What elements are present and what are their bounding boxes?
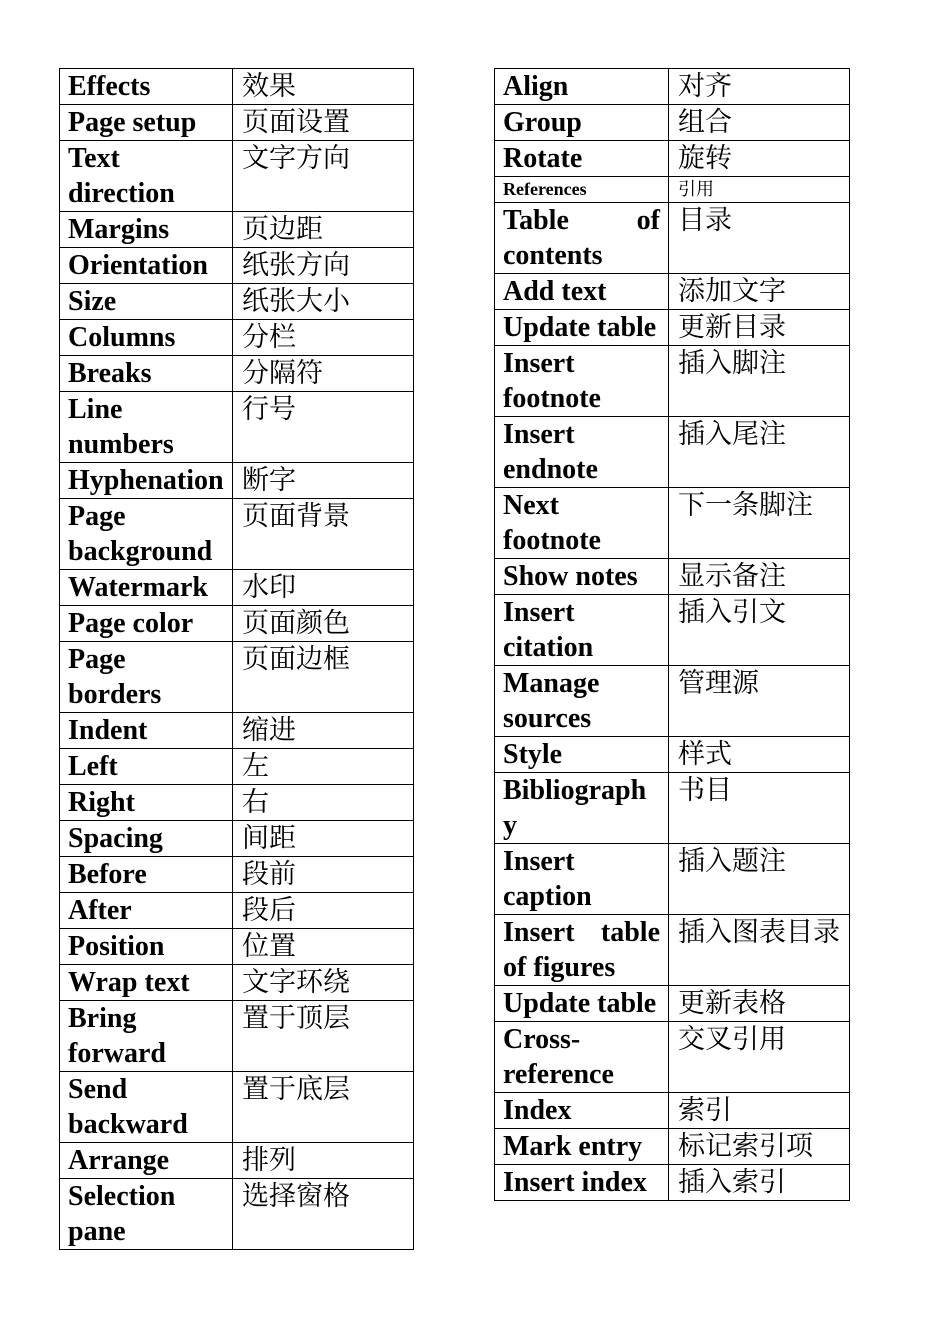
table-row	[495, 1129, 850, 1165]
chinese-term: 标记索引项	[669, 1129, 850, 1165]
english-term: Size	[60, 284, 233, 320]
table-row	[60, 105, 414, 141]
english-term: Mark entry	[495, 1129, 669, 1165]
english-term: Send backward	[60, 1072, 233, 1143]
english-term: Update table	[495, 986, 669, 1022]
chinese-term: 效果	[233, 69, 414, 105]
chinese-term: 置于顶层	[233, 1001, 414, 1072]
chinese-term: 样式	[669, 737, 850, 773]
english-term: Insert citation	[495, 595, 669, 666]
table-row	[495, 69, 850, 105]
chinese-term: 索引	[669, 1093, 850, 1129]
chinese-term: 分隔符	[233, 356, 414, 392]
english-term: Group	[495, 105, 669, 141]
chinese-term: 页面设置	[233, 105, 414, 141]
english-term: Insert caption	[495, 844, 669, 915]
chinese-term: 页边距	[233, 212, 414, 248]
english-term: Manage sources	[495, 666, 669, 737]
chinese-term: 添加文字	[669, 274, 850, 310]
english-term: Text direction	[60, 141, 233, 212]
english-term: After	[60, 893, 233, 929]
english-term: Before	[60, 857, 233, 893]
table-row	[60, 392, 414, 463]
chinese-term: 文字方向	[233, 141, 414, 212]
table-row	[495, 488, 850, 559]
chinese-term: 组合	[669, 105, 850, 141]
english-term: Align	[495, 69, 669, 105]
table-row	[60, 857, 414, 893]
table-row	[60, 1001, 414, 1072]
table-row	[60, 356, 414, 392]
table-row	[60, 499, 414, 570]
chinese-term: 右	[233, 785, 414, 821]
chinese-term: 左	[233, 749, 414, 785]
english-term: Breaks	[60, 356, 233, 392]
table-row	[60, 713, 414, 749]
english-term: Position	[60, 929, 233, 965]
chinese-term: 更新目录	[669, 310, 850, 346]
table-row	[495, 595, 850, 666]
table-row	[495, 666, 850, 737]
table-row	[495, 177, 850, 203]
english-term: Watermark	[60, 570, 233, 606]
chinese-term: 间距	[233, 821, 414, 857]
chinese-term: 插入尾注	[669, 417, 850, 488]
chinese-term: 段后	[233, 893, 414, 929]
chinese-term: 管理源	[669, 666, 850, 737]
english-term: Bring forward	[60, 1001, 233, 1072]
table-row	[60, 642, 414, 713]
chinese-term: 段前	[233, 857, 414, 893]
glossary-table-right	[494, 68, 850, 1201]
table-row	[495, 417, 850, 488]
chinese-term: 行号	[233, 392, 414, 463]
table-row	[495, 310, 850, 346]
english-term: Insert table of figures	[495, 915, 669, 986]
chinese-term: 下一条脚注	[669, 488, 850, 559]
table-row	[60, 893, 414, 929]
table-row	[495, 986, 850, 1022]
english-term: Right	[60, 785, 233, 821]
table-row	[495, 1165, 850, 1201]
table-row	[60, 606, 414, 642]
table-row	[60, 212, 414, 248]
table-row	[60, 248, 414, 284]
table-row	[60, 1179, 414, 1250]
english-term: Orientation	[60, 248, 233, 284]
english-term: Page color	[60, 606, 233, 642]
chinese-term: 排列	[233, 1143, 414, 1179]
english-term: Index	[495, 1093, 669, 1129]
english-term: Insert index	[495, 1165, 669, 1201]
english-term: Selection pane	[60, 1179, 233, 1250]
english-term: Rotate	[495, 141, 669, 177]
chinese-term: 断字	[233, 463, 414, 499]
chinese-term: 纸张大小	[233, 284, 414, 320]
english-term: Update table	[495, 310, 669, 346]
chinese-term: 页面背景	[233, 499, 414, 570]
table-row	[495, 203, 850, 274]
english-term: Hyphenation	[60, 463, 233, 499]
table-row	[60, 749, 414, 785]
chinese-term: 插入题注	[669, 844, 850, 915]
english-term: Table of contents	[495, 203, 669, 274]
table-row	[495, 1022, 850, 1093]
chinese-term: 缩进	[233, 713, 414, 749]
english-term: Page background	[60, 499, 233, 570]
table-row	[495, 274, 850, 310]
chinese-term: 目录	[669, 203, 850, 274]
chinese-term: 书目	[669, 773, 850, 844]
chinese-term: 更新表格	[669, 986, 850, 1022]
english-term: Page setup	[60, 105, 233, 141]
table-row	[495, 737, 850, 773]
chinese-term: 分栏	[233, 320, 414, 356]
chinese-term: 对齐	[669, 69, 850, 105]
table-row	[60, 463, 414, 499]
table-row	[495, 346, 850, 417]
english-term: Add text	[495, 274, 669, 310]
table-row	[60, 965, 414, 1001]
chinese-term: 选择窗格	[233, 1179, 414, 1250]
table-row	[495, 105, 850, 141]
chinese-term: 显示备注	[669, 559, 850, 595]
chinese-term: 位置	[233, 929, 414, 965]
english-term: Arrange	[60, 1143, 233, 1179]
english-term: Left	[60, 749, 233, 785]
english-term: Wrap text	[60, 965, 233, 1001]
chinese-term: 纸张方向	[233, 248, 414, 284]
english-term: Show notes	[495, 559, 669, 595]
english-term: Columns	[60, 320, 233, 356]
english-term: Cross-reference	[495, 1022, 669, 1093]
table-row	[495, 915, 850, 986]
english-term: Effects	[60, 69, 233, 105]
english-term: Indent	[60, 713, 233, 749]
english-term: Insert footnote	[495, 346, 669, 417]
chinese-term: 插入图表目录	[669, 915, 850, 986]
english-term: Page borders	[60, 642, 233, 713]
english-term: Style	[495, 737, 669, 773]
chinese-term: 水印	[233, 570, 414, 606]
table-row	[495, 141, 850, 177]
chinese-term: 交叉引用	[669, 1022, 850, 1093]
english-term: Spacing	[60, 821, 233, 857]
english-term: Margins	[60, 212, 233, 248]
table-row	[60, 141, 414, 212]
table-row	[495, 559, 850, 595]
glossary-table-left	[59, 68, 414, 1250]
table-row	[60, 1072, 414, 1143]
english-term: Bibliography	[495, 773, 669, 844]
chinese-term: 页面边框	[233, 642, 414, 713]
chinese-term: 页面颜色	[233, 606, 414, 642]
chinese-term: 文字环绕	[233, 965, 414, 1001]
chinese-term: 置于底层	[233, 1072, 414, 1143]
table-row	[60, 69, 414, 105]
table-row	[60, 821, 414, 857]
table-row	[60, 570, 414, 606]
table-row	[60, 785, 414, 821]
english-term: Insert endnote	[495, 417, 669, 488]
chinese-term: 插入索引	[669, 1165, 850, 1201]
chinese-term: 引用	[669, 177, 850, 203]
table-row	[60, 1143, 414, 1179]
chinese-term: 插入脚注	[669, 346, 850, 417]
table-row	[60, 284, 414, 320]
table-row	[495, 844, 850, 915]
chinese-term: 旋转	[669, 141, 850, 177]
table-row	[495, 773, 850, 844]
table-row	[60, 320, 414, 356]
english-term: Line numbers	[60, 392, 233, 463]
table-row	[60, 929, 414, 965]
english-term: References	[495, 177, 669, 203]
english-term: Next footnote	[495, 488, 669, 559]
table-row	[495, 1093, 850, 1129]
chinese-term: 插入引文	[669, 595, 850, 666]
